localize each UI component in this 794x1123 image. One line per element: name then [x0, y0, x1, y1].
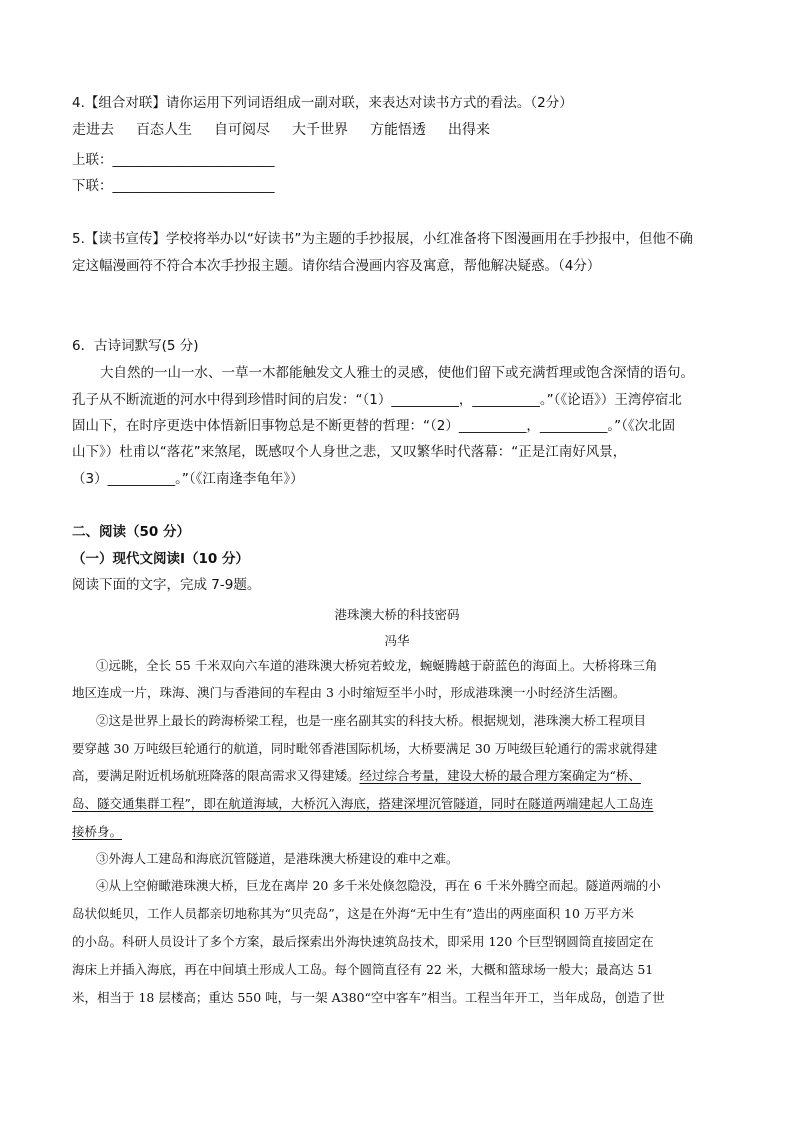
q4-upper-couplet-blank: 上联：________________________ — [72, 152, 275, 168]
article-paragraph-line: 岛状似蚝贝，工作人员都亲切地称其为“贝壳岛”，这是在外海“无中生有”造出的两座面积 10 万平方米 — [72, 906, 634, 921]
article-paragraph-line: 海床上并插入海底，再在中间填土形成人工岛。每个圆筒直径有 22 米，大概和篮球场一般大；最高达 51 — [72, 962, 654, 977]
q5-line-1: 5.【读书宣传】学校将举办以“好读书”为主题的手抄报展，小红准备将下图漫画用在手抄报中，但他不确 — [72, 231, 693, 247]
article-author: 冯华 — [384, 633, 410, 648]
reading-instruction: 阅读下面的文字，完成 7-9题。 — [72, 577, 261, 593]
q4-title: 4.【组合对联】请你运用下列词语组成一副对联，来表达对读书方式的看法。（2分） — [72, 95, 573, 111]
article-paragraph-line — [72, 767, 641, 785]
q4-word: 大千世界 — [292, 122, 348, 138]
underlined-text: 岛、隧交通集群工程”，即在航道海域，大桥沉入海底，搭建深埋沉管隧道，同时在隧道两端建起人工岛连 — [72, 796, 654, 811]
article-paragraph-line: ④从上空俯瞰港珠澳大桥，巨龙在离岸 20 多千米处倏忽隐没，再在 6 千米外腾空而起。隧道两端的小 — [96, 878, 661, 893]
article-paragraph-line: ①远眺，全长 55 千米双向六车道的港珠澳大桥宛若蛟龙，蜿蜒腾越于蔚蓝色的海面上。大桥将珠三角 — [96, 658, 658, 673]
article-title: 港珠澳大桥的科技密码 — [334, 607, 460, 622]
underlined-text: 接桥身。 — [72, 824, 123, 839]
q6-line: （3）__________。”（《江南逢李龟年》） — [72, 471, 304, 487]
q5-line-2: 定这幅漫画符不符合本次手抄报主题。请你结合漫画内容及寓意，帮他解决疑惑。（4分） — [72, 258, 601, 274]
article-paragraph-line: ③外海人工建岛和海底沉管隧道，是港珠澳大桥建设的难中之难。 — [96, 851, 459, 866]
underlined-text: 经过综合考量，建设大桥的最合理方案确定为“桥、 — [359, 768, 641, 783]
q4-lower-couplet-blank: 下联：________________________ — [72, 178, 275, 194]
q4-word: 走进去 — [72, 122, 114, 138]
q6-line: 孔子从不断流逝的河水中得到珍惜时间的启发：“（1）__________，__________。”（《论语》）王湾停宿北 — [72, 392, 682, 408]
q4-word-list — [72, 121, 512, 139]
article-paragraph-line: 的小岛。科研人员设计了多个方案，最后探索出外海快速筑岛技术，即采用 120 个巨型钢圆筒直接固定在 — [72, 934, 654, 949]
article-text: 高，要满足附近机场航班降落的限高需求又得建矮。 — [72, 768, 360, 783]
article-paragraph-line: 要穿越 30 万吨级巨轮通行的航道，同时毗邻香港国际机场，大桥要满足 30 万吨级巨轮通行的需求就得建 — [72, 741, 658, 756]
q4-word: 出得来 — [448, 122, 490, 138]
q6-title: 6．古诗词默写(5 分) — [72, 338, 199, 354]
subsection-heading: （一）现代文阅读Ⅰ（10 分） — [72, 551, 250, 567]
q4-word: 方能悟透 — [370, 122, 426, 138]
article-paragraph-line: 地区连成一片，珠海、澳门与香港间的车程由 3 小时缩短至半小时，形成港珠澳一小时经济生活圈。 — [72, 685, 626, 700]
section-heading: 二、阅读（50 分） — [72, 524, 190, 540]
q4-word: 自可阅尽 — [214, 122, 270, 138]
article-paragraph-line: 米，相当于 18 层楼高；重达 550 吨，与一架 A380“空中客车”相当。工程当年开工，当年成岛，创造了世 — [72, 990, 665, 1005]
q4-word: 百态人生 — [136, 122, 192, 138]
article-paragraph-line: ②这是世界上最长的跨海桥梁工程，也是一座名副其实的科技大桥。根据规划，港珠澳大桥工程项目 — [96, 713, 647, 728]
q6-line: 大自然的一山一水、一草一木都能触发文人雅士的灵感，使他们留下或充满哲理或饱含深情的语句。 — [100, 365, 694, 381]
q6-line: 固山下，在时序更迭中体悟新旧事物总是不断更替的哲理：“（2）__________，__________。”（《次北固 — [72, 418, 676, 434]
q6-line: 山下》）杜甫以“落花”来煞尾，既感叹个人身世之悲，又叹繁华时代落幕：“正是江南好风景， — [72, 444, 627, 460]
